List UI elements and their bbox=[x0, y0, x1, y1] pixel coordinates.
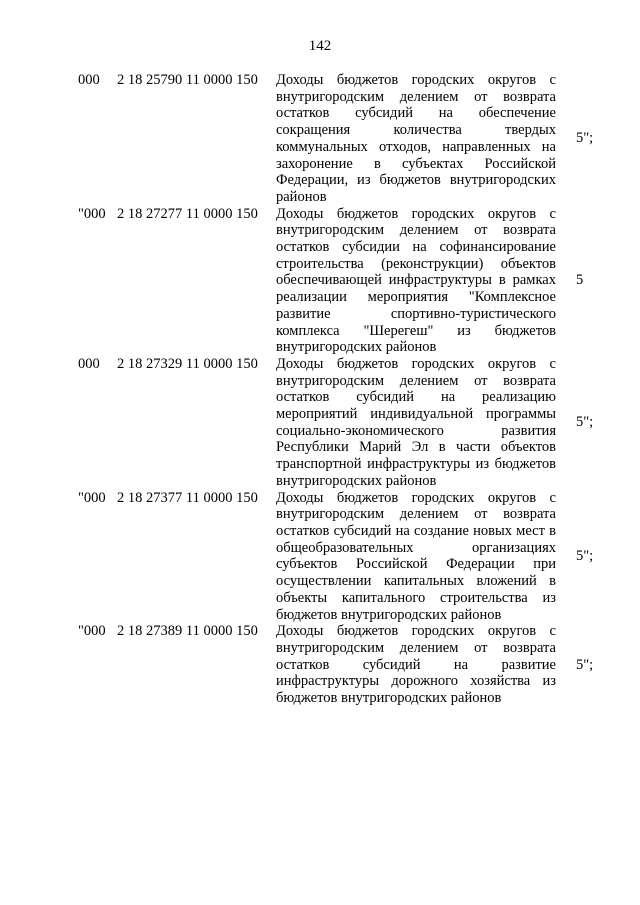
kbk-code: 2 18 27389 11 0000 150 bbox=[117, 623, 258, 640]
admin-code: "000 bbox=[78, 623, 106, 640]
table-row bbox=[0, 356, 640, 490]
standard-value: 5"; bbox=[576, 548, 594, 565]
standard-value: 5 bbox=[576, 272, 584, 289]
row-description: Доходы бюджетов городских округов с внутригородским делением от возврата остатков субсидии на софинансирование строительства (реконструкции) объектов обеспечивающей инфраструктуры в рамках реализации мероприятия "Комплексное развитие спортивно-туристического комплекса "Шерегеш" из бюджетов внутригородских районов bbox=[276, 205, 556, 356]
standard-value: 5"; bbox=[576, 414, 594, 431]
kbk-code: 2 18 27329 11 0000 150 bbox=[117, 355, 258, 372]
admin-code: 000 bbox=[78, 355, 100, 372]
table-row bbox=[0, 623, 640, 707]
admin-code: "000 bbox=[78, 205, 106, 222]
kbk-code: 2 18 27277 11 0000 150 bbox=[117, 205, 258, 222]
table-row bbox=[0, 490, 640, 624]
table-row bbox=[0, 72, 640, 206]
standard-value: 5"; bbox=[576, 656, 594, 673]
standard-value: 5"; bbox=[576, 130, 594, 147]
revenue-classification-table bbox=[0, 72, 640, 707]
admin-code: 000 bbox=[78, 72, 100, 88]
row-description: Доходы бюджетов городских округов с внутригородским делением от возврата остатков субсидий на создание новых мест в общеобразовательных организациях субъектов Российской Федерации при осуществлении капитальных вложений в объекты капитального строительства из бюджетов внутригородских районов bbox=[276, 489, 556, 623]
page-number: 142 bbox=[308, 38, 332, 54]
row-description: Доходы бюджетов городских округов с внутригородским делением от возврата остатков субсидий на развитие инфраструктуры дорожного хозяйства из бюджетов внутригородских районов bbox=[276, 623, 556, 707]
row-description: Доходы бюджетов городских округов с внутригородским делением от возврата остатков субсидий на обеспечение сокращения количества твердых коммунальных отходов, направленных на захоронение в субъектах Российской Федерации, из бюджетов внутригородских районов bbox=[276, 72, 556, 205]
kbk-code: 2 18 27377 11 0000 150 bbox=[117, 489, 258, 506]
kbk-code: 2 18 25790 11 0000 150 bbox=[117, 72, 258, 88]
admin-code: "000 bbox=[78, 489, 106, 506]
row-description: Доходы бюджетов городских округов с внутригородским делением от возврата остатков субсидий на реализацию мероприятий индивидуальной программы социально-экономического развития Республики Марий Эл в части объектов транспортной инфраструктуры из бюджетов внутригородских районов bbox=[276, 355, 556, 489]
table-row bbox=[0, 206, 640, 356]
